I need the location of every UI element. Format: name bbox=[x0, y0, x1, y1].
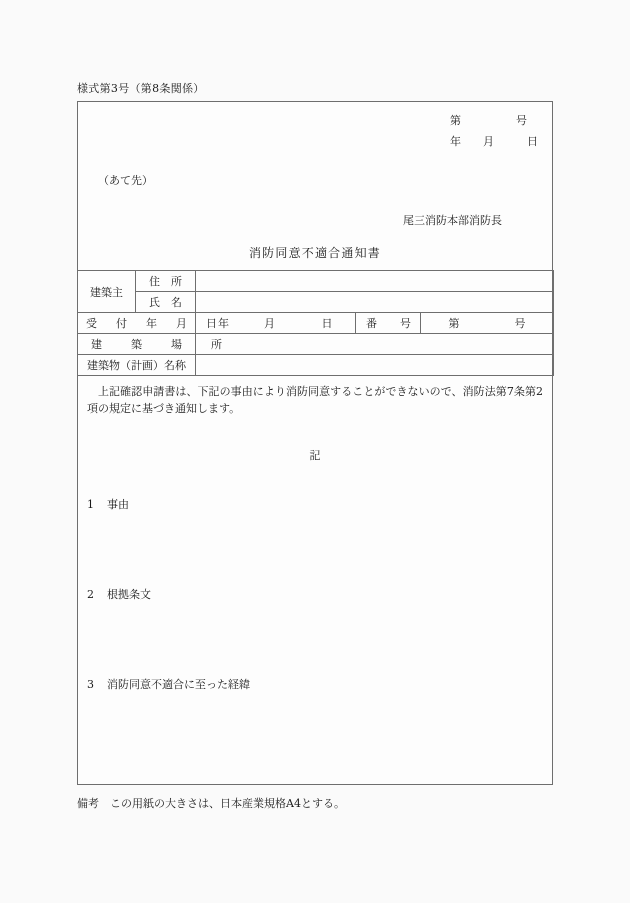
reception-date-label: 受 付 年 月 日 bbox=[78, 313, 196, 334]
item-background-label: 消防同意不適合に至った経緯 bbox=[107, 678, 250, 691]
item-reason-label: 事由 bbox=[107, 498, 129, 511]
builder-label: 建築主 bbox=[78, 271, 136, 313]
reception-date-value-field[interactable]: 年 月 日 bbox=[196, 313, 356, 334]
statement-paragraph: 上記確認申請書は、下記の事由により消防同意することができないので、消防法第7条第2項の規定に基づき通知します。 bbox=[87, 385, 543, 415]
document-title: 消防同意不適合通知書 bbox=[248, 246, 381, 260]
document-number-line: 第 号 bbox=[450, 114, 527, 127]
item-reason-number: 1 bbox=[87, 498, 94, 511]
item-legal-basis-label: 根拠条文 bbox=[107, 588, 151, 601]
document-date-line: 年 月 日 bbox=[450, 135, 538, 148]
issuer-name: 尾三消防本部消防長 bbox=[403, 214, 502, 227]
name-value-field[interactable] bbox=[196, 292, 554, 313]
item-reason bbox=[87, 496, 129, 512]
table-row-name bbox=[78, 292, 554, 313]
table-row-building-site bbox=[78, 334, 554, 355]
footnote-remark: 備考 この用紙の大きさは、日本産業規格A4とする。 bbox=[77, 797, 345, 810]
item-background bbox=[87, 676, 250, 692]
address-label: 住 所 bbox=[136, 271, 196, 292]
ki-marker: 記 bbox=[309, 449, 321, 462]
applicant-info-table bbox=[77, 270, 554, 376]
building-name-label: 建築物（計画）名称 bbox=[78, 355, 196, 376]
building-site-value-field[interactable] bbox=[196, 334, 554, 355]
receipt-number-value-field[interactable]: 第 号 bbox=[421, 313, 554, 334]
addressee-label: （あて先） bbox=[98, 174, 153, 187]
form-frame bbox=[77, 101, 553, 785]
item-legal-basis bbox=[87, 586, 151, 602]
document-meta bbox=[450, 110, 538, 152]
name-label: 氏 名 bbox=[136, 292, 196, 313]
building-name-value-field[interactable] bbox=[196, 355, 554, 376]
table-row-building-name bbox=[78, 355, 554, 376]
receipt-number-label: 番 号 bbox=[356, 313, 421, 334]
building-site-label: 建 築 場 所 bbox=[78, 334, 196, 355]
item-background-number: 3 bbox=[87, 678, 94, 691]
item-legal-basis-number: 2 bbox=[87, 588, 94, 601]
table-row-reception bbox=[78, 313, 554, 334]
address-value-field[interactable] bbox=[196, 271, 554, 292]
form-number-label: 様式第3号（第8条関係） bbox=[77, 82, 205, 95]
table-row-address bbox=[78, 271, 554, 292]
